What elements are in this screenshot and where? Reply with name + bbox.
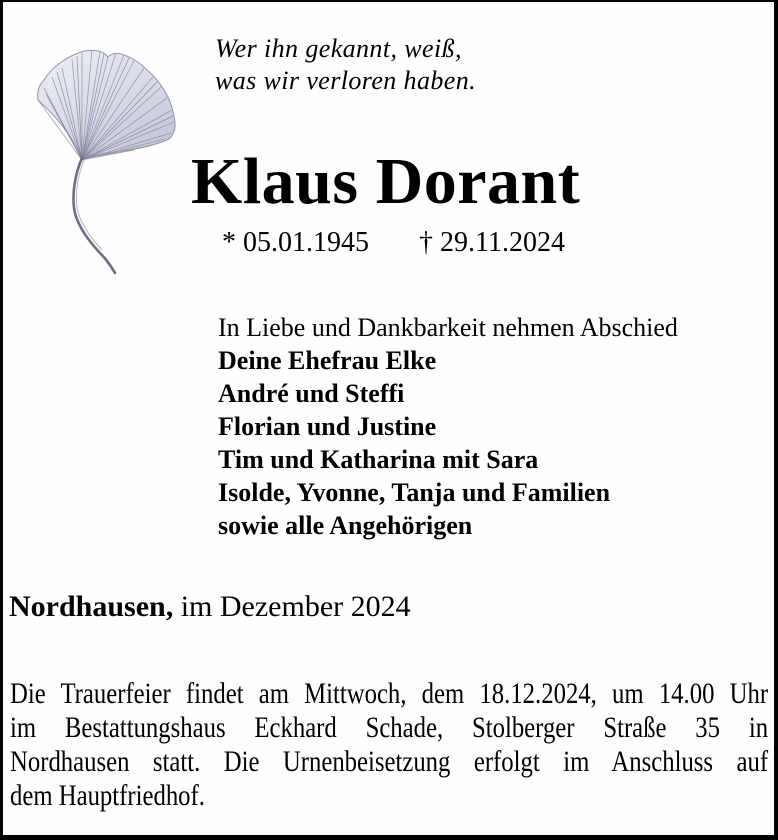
birth-date: * 05.01.1945 <box>222 227 369 258</box>
place-date-line <box>9 590 411 624</box>
mourner-line: sowie alle Angehörigen <box>218 511 473 540</box>
mourners-block <box>218 311 678 542</box>
funeral-line: im Bestattungshaus Eckhard Schade, Stolberger Straße 35 in <box>10 711 769 744</box>
mourner-line: Florian und Justine <box>218 412 437 441</box>
mourner-line: Deine Ehefrau Elke <box>218 346 437 375</box>
funeral-line: Nordhausen statt. Die Urnenbeisetzung erfolgt im Anschluss auf <box>10 745 769 778</box>
place-date: im Dezember 2024 <box>173 590 411 623</box>
funeral-line: dem Hauptfriedhof. <box>10 779 205 812</box>
epitaph-quote-line1: Wer ihn gekannt, weiß, <box>215 34 462 63</box>
funeral-line: Die Trauerfeier findet am Mittwoch, dem 18.12.2024, um 14.00 Uhr <box>10 677 769 710</box>
death-date: † 29.11.2024 <box>419 227 565 258</box>
place-name: Nordhausen, <box>9 590 174 623</box>
deceased-name: Klaus Dorant <box>191 145 581 218</box>
ginkgo-leaf-icon <box>22 42 192 287</box>
mourner-line: Tim und Katharina mit Sara <box>218 445 539 474</box>
epitaph-quote <box>215 33 476 97</box>
life-dates <box>222 227 565 259</box>
mourners-intro: In Liebe und Dankbarkeit nehmen Abschied <box>218 313 678 342</box>
funeral-details <box>10 677 768 813</box>
mourner-line: André und Steffi <box>218 379 405 408</box>
epitaph-quote-line2: was wir verloren haben. <box>215 66 476 95</box>
mourner-line: Isolde, Yvonne, Tanja und Familien <box>218 478 611 507</box>
